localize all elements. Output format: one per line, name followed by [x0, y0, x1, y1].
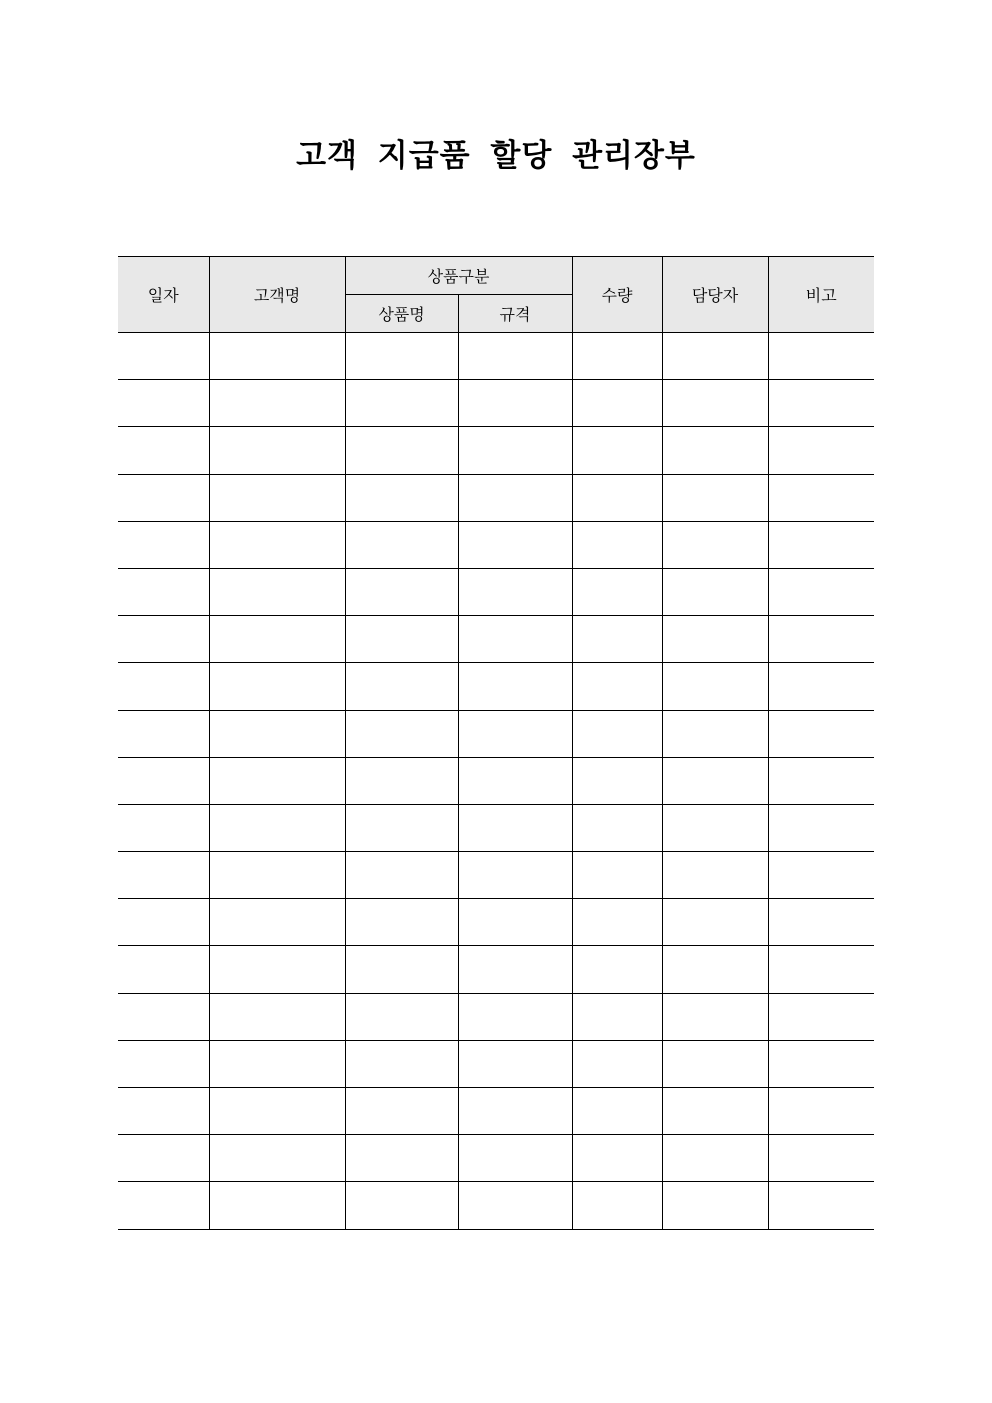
product-name-cell[interactable]	[345, 804, 458, 851]
date-cell[interactable]	[118, 616, 209, 663]
table-row	[118, 663, 874, 710]
manager-cell[interactable]	[662, 568, 768, 615]
table-header	[118, 257, 874, 333]
spec-cell[interactable]	[458, 852, 572, 899]
product-name-cell[interactable]	[345, 663, 458, 710]
date-cell[interactable]	[118, 993, 209, 1040]
quantity-cell[interactable]	[572, 663, 662, 710]
manager-cell[interactable]	[662, 1088, 768, 1135]
manager-cell[interactable]	[662, 427, 768, 474]
remarks-cell[interactable]	[768, 1135, 874, 1182]
manager-cell[interactable]	[662, 804, 768, 851]
date-cell[interactable]	[118, 663, 209, 710]
customer-name-cell[interactable]	[209, 1088, 345, 1135]
spec-cell[interactable]	[458, 1182, 572, 1229]
remarks-cell[interactable]	[768, 380, 874, 427]
manager-cell[interactable]	[662, 663, 768, 710]
spec-cell[interactable]	[458, 899, 572, 946]
product-name-cell[interactable]	[345, 993, 458, 1040]
table-row	[118, 1040, 874, 1087]
remarks-cell[interactable]	[768, 1040, 874, 1087]
date-cell[interactable]	[118, 1182, 209, 1229]
product-name-cell[interactable]	[345, 521, 458, 568]
spec-cell[interactable]	[458, 757, 572, 804]
product-name-cell[interactable]	[345, 380, 458, 427]
date-cell[interactable]	[118, 710, 209, 757]
date-cell[interactable]	[118, 1040, 209, 1087]
remarks-cell[interactable]	[768, 993, 874, 1040]
customer-name-cell[interactable]	[209, 1040, 345, 1087]
quantity-cell[interactable]	[572, 757, 662, 804]
quantity-cell[interactable]	[572, 333, 662, 380]
header-product-group: 상품구분	[345, 257, 572, 295]
product-name-cell[interactable]	[345, 946, 458, 993]
header-customer-name: 고객명	[209, 257, 345, 333]
quantity-cell[interactable]	[572, 710, 662, 757]
product-name-cell[interactable]	[345, 1182, 458, 1229]
manager-cell[interactable]	[662, 333, 768, 380]
quantity-cell[interactable]	[572, 899, 662, 946]
remarks-cell[interactable]	[768, 333, 874, 380]
customer-name-cell[interactable]	[209, 710, 345, 757]
remarks-cell[interactable]	[768, 427, 874, 474]
spec-cell[interactable]	[458, 710, 572, 757]
date-cell[interactable]	[118, 568, 209, 615]
manager-cell[interactable]	[662, 993, 768, 1040]
allocation-ledger-table	[118, 256, 874, 1230]
customer-name-cell[interactable]	[209, 427, 345, 474]
customer-name-cell[interactable]	[209, 757, 345, 804]
product-name-cell[interactable]	[345, 1088, 458, 1135]
spec-cell[interactable]	[458, 427, 572, 474]
spec-cell[interactable]	[458, 380, 572, 427]
remarks-cell[interactable]	[768, 899, 874, 946]
quantity-cell[interactable]	[572, 616, 662, 663]
manager-cell[interactable]	[662, 852, 768, 899]
table-row	[118, 757, 874, 804]
product-name-cell[interactable]	[345, 427, 458, 474]
header-row-top	[118, 257, 874, 295]
table-row	[118, 1182, 874, 1229]
spec-cell[interactable]	[458, 333, 572, 380]
table-row	[118, 899, 874, 946]
customer-name-cell[interactable]	[209, 804, 345, 851]
date-cell[interactable]	[118, 427, 209, 474]
header-product-name: 상품명	[345, 295, 458, 333]
document-title: 고객 지급품 할당 관리장부	[296, 138, 696, 174]
date-cell[interactable]	[118, 757, 209, 804]
customer-name-cell[interactable]	[209, 1182, 345, 1229]
manager-cell[interactable]	[662, 1182, 768, 1229]
product-name-cell[interactable]	[345, 568, 458, 615]
quantity-cell[interactable]	[572, 1182, 662, 1229]
manager-cell[interactable]	[662, 946, 768, 993]
quantity-cell[interactable]	[572, 427, 662, 474]
manager-cell[interactable]	[662, 757, 768, 804]
spec-cell[interactable]	[458, 616, 572, 663]
product-name-cell[interactable]	[345, 757, 458, 804]
remarks-cell[interactable]	[768, 1088, 874, 1135]
table-row	[118, 993, 874, 1040]
remarks-cell[interactable]	[768, 852, 874, 899]
table-row	[118, 1135, 874, 1182]
table-body	[118, 333, 874, 1230]
product-name-cell[interactable]	[345, 852, 458, 899]
quantity-cell[interactable]	[572, 568, 662, 615]
manager-cell[interactable]	[662, 1135, 768, 1182]
quantity-cell[interactable]	[572, 804, 662, 851]
quantity-cell[interactable]	[572, 521, 662, 568]
quantity-cell[interactable]	[572, 946, 662, 993]
header-manager: 담당자	[662, 257, 768, 333]
customer-name-cell[interactable]	[209, 474, 345, 521]
date-cell[interactable]	[118, 852, 209, 899]
remarks-cell[interactable]	[768, 1182, 874, 1229]
table-row	[118, 568, 874, 615]
manager-cell[interactable]	[662, 710, 768, 757]
table-row	[118, 427, 874, 474]
quantity-cell[interactable]	[572, 1088, 662, 1135]
table-row	[118, 852, 874, 899]
remarks-cell[interactable]	[768, 474, 874, 521]
header-remarks: 비고	[768, 257, 874, 333]
table-row	[118, 804, 874, 851]
product-name-cell[interactable]	[345, 710, 458, 757]
remarks-cell[interactable]	[768, 710, 874, 757]
remarks-cell[interactable]	[768, 616, 874, 663]
spec-cell[interactable]	[458, 521, 572, 568]
table-row	[118, 710, 874, 757]
product-name-cell[interactable]	[345, 899, 458, 946]
spec-cell[interactable]	[458, 946, 572, 993]
date-cell[interactable]	[118, 946, 209, 993]
date-cell[interactable]	[118, 804, 209, 851]
customer-name-cell[interactable]	[209, 899, 345, 946]
date-cell[interactable]	[118, 333, 209, 380]
date-cell[interactable]	[118, 1088, 209, 1135]
header-date: 일자	[118, 257, 209, 333]
remarks-cell[interactable]	[768, 521, 874, 568]
customer-name-cell[interactable]	[209, 568, 345, 615]
quantity-cell[interactable]	[572, 993, 662, 1040]
date-cell[interactable]	[118, 474, 209, 521]
customer-name-cell[interactable]	[209, 521, 345, 568]
table-row	[118, 333, 874, 380]
spec-cell[interactable]	[458, 993, 572, 1040]
date-cell[interactable]	[118, 899, 209, 946]
customer-name-cell[interactable]	[209, 946, 345, 993]
quantity-cell[interactable]	[572, 852, 662, 899]
date-cell[interactable]	[118, 1135, 209, 1182]
spec-cell[interactable]	[458, 663, 572, 710]
product-name-cell[interactable]	[345, 474, 458, 521]
quantity-cell[interactable]	[572, 1040, 662, 1087]
manager-cell[interactable]	[662, 521, 768, 568]
product-name-cell[interactable]	[345, 333, 458, 380]
spec-cell[interactable]	[458, 804, 572, 851]
product-name-cell[interactable]	[345, 616, 458, 663]
table-row	[118, 380, 874, 427]
manager-cell[interactable]	[662, 899, 768, 946]
customer-name-cell[interactable]	[209, 380, 345, 427]
table-row	[118, 474, 874, 521]
manager-cell[interactable]	[662, 474, 768, 521]
manager-cell[interactable]	[662, 1040, 768, 1087]
table-row	[118, 616, 874, 663]
header-quantity: 수량	[572, 257, 662, 333]
spec-cell[interactable]	[458, 1135, 572, 1182]
customer-name-cell[interactable]	[209, 663, 345, 710]
remarks-cell[interactable]	[768, 568, 874, 615]
spec-cell[interactable]	[458, 568, 572, 615]
spec-cell[interactable]	[458, 1040, 572, 1087]
product-name-cell[interactable]	[345, 1040, 458, 1087]
quantity-cell[interactable]	[572, 380, 662, 427]
manager-cell[interactable]	[662, 380, 768, 427]
remarks-cell[interactable]	[768, 946, 874, 993]
customer-name-cell[interactable]	[209, 616, 345, 663]
table-row	[118, 946, 874, 993]
customer-name-cell[interactable]	[209, 852, 345, 899]
remarks-cell[interactable]	[768, 757, 874, 804]
customer-name-cell[interactable]	[209, 993, 345, 1040]
spec-cell[interactable]	[458, 1088, 572, 1135]
spec-cell[interactable]	[458, 474, 572, 521]
date-cell[interactable]	[118, 521, 209, 568]
remarks-cell[interactable]	[768, 663, 874, 710]
table-row	[118, 1088, 874, 1135]
date-cell[interactable]	[118, 380, 209, 427]
quantity-cell[interactable]	[572, 1135, 662, 1182]
table-row	[118, 521, 874, 568]
customer-name-cell[interactable]	[209, 1135, 345, 1182]
customer-name-cell[interactable]	[209, 333, 345, 380]
quantity-cell[interactable]	[572, 474, 662, 521]
manager-cell[interactable]	[662, 616, 768, 663]
product-name-cell[interactable]	[345, 1135, 458, 1182]
remarks-cell[interactable]	[768, 804, 874, 851]
header-spec: 규격	[458, 295, 572, 333]
